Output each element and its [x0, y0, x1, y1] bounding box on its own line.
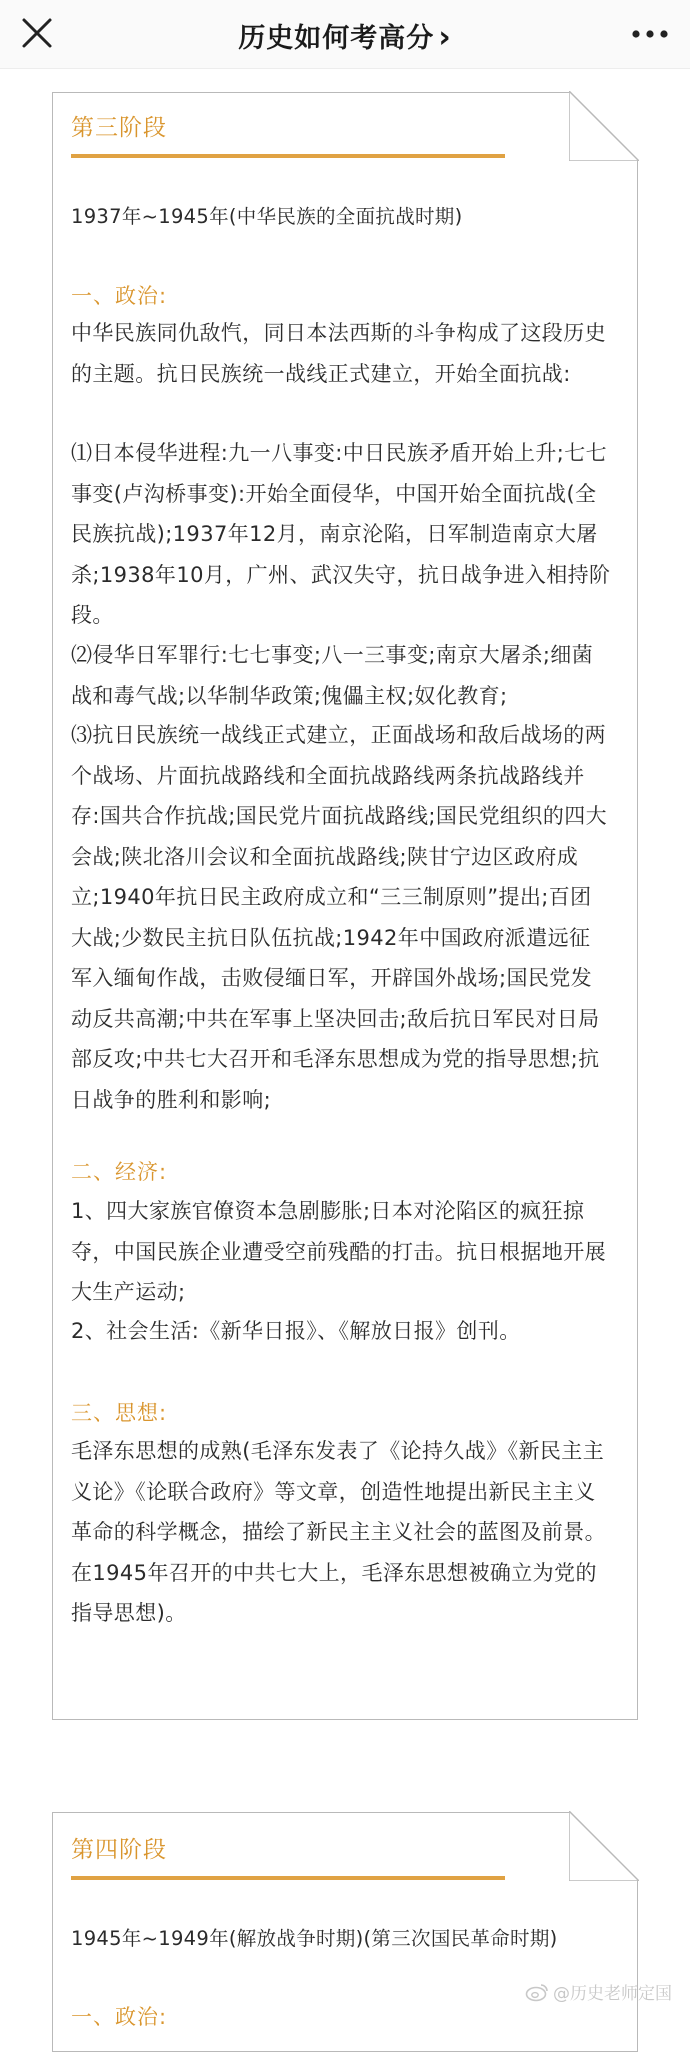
- economy-paragraph-1: 1、四大家族官僚资本急剧膨胀;日本对沦陷区的疯狂掠夺，中国民族企业遭受空前残酷的打击。抗日根据地开展大生产运动;: [71, 1199, 606, 1304]
- chevron-right-icon: ›: [438, 20, 452, 55]
- stage4-card: [52, 1812, 638, 2052]
- politics-paragraph-2: ⑴日本侵华进程:九一八事变:中日民族矛盾开始上升;七七事变(卢沟桥事变):开始全面侵华，中国开始全面抗战(全民族抗战);1937年12月，南京沦陷，日军制造南京大屠杀;1938年10月，广州、武汉失守，抗日战争进入相持阶段。: [71, 441, 611, 627]
- stage3-title: 第三阶段: [71, 115, 167, 141]
- economy-heading: 二、经济:: [71, 1160, 168, 1184]
- economy-paragraph-2: 2、社会生活:《新华日报》、《解放日报》创刊。: [71, 1319, 521, 1343]
- top-navbar: [0, 0, 690, 69]
- page-fold-corner: [569, 91, 639, 161]
- thought-heading: 三、思想:: [71, 1401, 168, 1425]
- page-title-text: 历史如何考高分: [238, 23, 435, 54]
- page-fold-corner: [569, 1811, 639, 1881]
- politics-heading: 一、政治:: [71, 284, 168, 308]
- politics-paragraph-4: ⑶抗日民族统一战线正式建立，正面战场和敌后战场的两个战场、片面抗战路线和全面抗战路线两条抗战路线并存:国共合作抗战;国民党片面抗战路线;国民党组织的四大会战;陕北洛川会议和全面抗战路线;陕甘宁边区政府成立;1940年抗日民主政府成立和“三三制原则”提出;百团大战;少数民主抗日队伍抗战;1942年中国政府派遣远征军入缅甸作战，击败侵缅日军，开辟国外战场;国民党发动反共高潮;中共在军事上坚决回击;敌后抗日军民对日局部反攻;中共七大召开和毛泽东思想成为党的指导思想;抗日战争的胜利和影响;: [71, 723, 608, 1112]
- thought-paragraph-1: 毛泽东思想的成熟(毛泽东发表了《论持久战》《新民主主义论》《论联合政府》等文章，创造性地提出新民主主义革命的科学概念，描绘了新民主主义社会的蓝图及前景。在1945年召开的中共七大上，毛泽东思想被确立为党的指导思想)。: [71, 1439, 606, 1625]
- politics-paragraph-1: 中华民族同仇敌忾，同日本法西斯的斗争构成了这段历史的主题。抗日民族统一战线正式建立，开始全面抗战:: [71, 321, 606, 386]
- stage4-era: 1945年~1949年(解放战争时期)(第三次国民革命时期): [71, 1927, 558, 1950]
- politics-paragraph-3: ⑵侵华日军罪行:七七事变;八一三事变;南京大屠杀;细菌战和毒气战;以华制华政策;傀儡主权;奴化教育;: [71, 643, 594, 708]
- weibo-logo-icon: [525, 1982, 549, 2002]
- stage4-title: 第四阶段: [71, 1837, 167, 1863]
- watermark-text: @历史老师定国: [553, 1984, 672, 2004]
- title-underline: [71, 154, 505, 158]
- page-title[interactable]: [0, 16, 690, 55]
- title-underline: [71, 1876, 505, 1880]
- more-icon[interactable]: [628, 14, 672, 54]
- stage3-era: 1937年~1945年(中华民族的全面抗战时期): [71, 205, 463, 228]
- stage3-card: [52, 92, 638, 1720]
- watermark: [525, 1979, 672, 2004]
- stage4-politics-heading: 一、政治:: [71, 2005, 168, 2029]
